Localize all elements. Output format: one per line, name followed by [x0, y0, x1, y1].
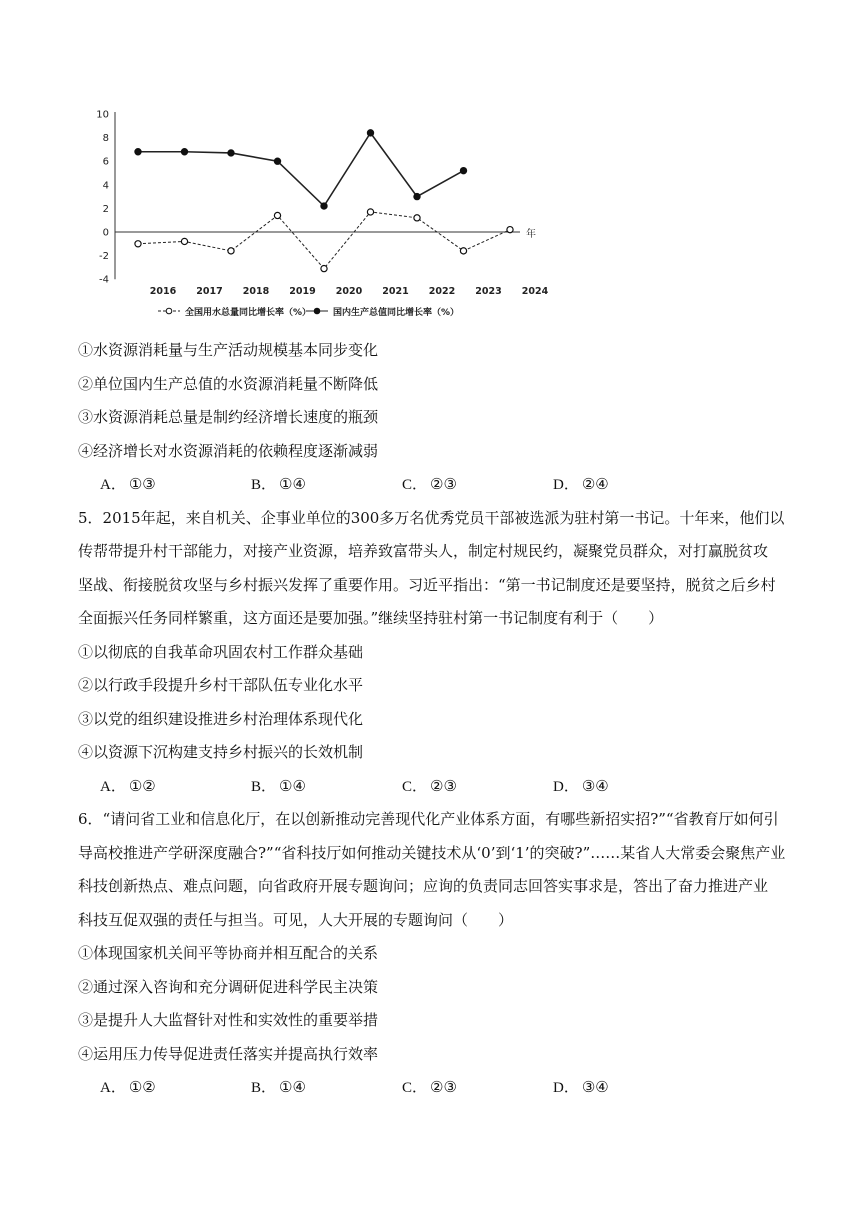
gdp-point: [181, 149, 187, 155]
q4-item: ③水资源消耗总量是制约经济增长速度的瓶颈: [78, 408, 379, 426]
x-tick-label: 2018: [242, 286, 270, 297]
gdp-point: [414, 194, 420, 200]
option-value: ③④: [581, 1078, 609, 1096]
x-tick-label: 2022: [428, 286, 456, 297]
q4-options: [78, 468, 788, 502]
x-tick-label: 2021: [382, 286, 409, 297]
x-axis-label: 年: [526, 229, 536, 240]
option-value: ①③: [128, 475, 156, 493]
q5-stem-line: 传帮带提升村干部能力，对接产业资源，培养致富带头人，制定村规民约，凝聚党员群众，对打赢脱贫攻: [78, 542, 769, 560]
option-value: ②③: [430, 776, 457, 795]
legend-marker: [314, 308, 320, 314]
x-tick-label: 2016: [149, 286, 177, 297]
x-tick-label: 2019: [289, 286, 316, 297]
q4-item: ②单位国内生产总值的水资源消耗量不断降低: [78, 374, 379, 393]
q6-items: [78, 937, 788, 1071]
y-tick-label: -2: [99, 251, 109, 263]
q6-option-b[interactable]: [251, 1071, 402, 1105]
question-content: [78, 334, 788, 1105]
y-tick-label: 4: [102, 180, 109, 192]
q5-item: ③以党的组织建设推进乡村治理体系现代化: [78, 709, 364, 728]
option-key: A．: [100, 778, 126, 795]
gdp-point: [367, 130, 373, 136]
q5-option-c[interactable]: [402, 770, 553, 804]
water-use-point: [135, 241, 141, 247]
y-tick-label: 8: [102, 133, 109, 145]
option-key: B．: [251, 477, 277, 493]
q4-option-d[interactable]: [553, 468, 704, 502]
q6-item: ③是提升人大监督针对性和实效性的重要举措: [78, 1011, 379, 1029]
option-value: ②④: [581, 475, 609, 493]
q6-item: ①体现国家机关间平等协商并相互配合的关系: [78, 944, 379, 962]
y-tick-label: 0: [102, 227, 109, 239]
q6-stem-line: 导高校推进产学研深度融合?”“省科技厅如何推动关键技术从‘0’到‘1’的突破?”……某省人大常委会聚焦产业: [78, 843, 786, 862]
q4-items: [78, 334, 788, 468]
option-value: ①②: [128, 776, 156, 795]
q4-item: ①水资源消耗量与生产活动规模基本同步变化: [78, 341, 379, 359]
growth-rate-chart: [80, 100, 550, 328]
legend-label: 国内生产总值同比增长率（%）: [333, 308, 460, 318]
q5-stem-line: 全面振兴任务同样繁重，这方面还是要加强。”继续坚持驻村第一书记制度有利于（ ）: [78, 609, 664, 627]
q6-stem-line: 科技互促双强的责任与担当。可见，人大开展的专题询问（ ）: [78, 910, 514, 929]
legend-marker: [166, 308, 172, 314]
q5-stem-line: 5．2015年起，来自机关、企事业单位的300多万名优秀党员干部被选派为驻村第一书记。十年来，他们以: [78, 508, 785, 527]
option-key: D．: [553, 778, 579, 795]
option-key: A．: [100, 477, 126, 493]
x-tick-label: 2017: [196, 286, 223, 297]
q5-items: [78, 636, 788, 770]
option-key: A．: [100, 1080, 126, 1096]
y-tick-label: 2: [102, 203, 109, 215]
gdp-point: [228, 150, 234, 156]
water-use-point: [367, 209, 373, 215]
q5-option-a[interactable]: [100, 770, 251, 804]
q5-option-b[interactable]: [251, 770, 402, 804]
q4-option-c[interactable]: [402, 468, 553, 502]
q5-stem: [78, 502, 788, 636]
q6-options: [78, 1071, 788, 1105]
option-value: ①④: [279, 1078, 306, 1096]
q6-option-a[interactable]: [100, 1071, 251, 1105]
gdp-point: [274, 158, 280, 164]
option-value: ③④: [581, 776, 609, 795]
q4-item: ④经济增长对水资源消耗的依赖程度逐渐减弱: [78, 441, 379, 460]
q6-option-d[interactable]: [553, 1071, 704, 1105]
option-value: ①②: [128, 1078, 156, 1096]
legend-label: 全国用水总量同比增长率（%）: [185, 308, 312, 318]
option-key: C．: [402, 778, 428, 795]
option-value: ②③: [430, 1078, 457, 1096]
q4-option-b[interactable]: [251, 468, 402, 502]
q6-item: ②通过深入咨询和充分调研促进科学民主决策: [78, 977, 379, 996]
q6-stem: [78, 803, 788, 937]
water-use-point: [414, 215, 420, 221]
q4-option-a[interactable]: [100, 468, 251, 502]
q5-item: ①以彻底的自我革命巩固农村工作群众基础: [78, 642, 364, 661]
water-use-point: [507, 227, 513, 233]
option-value: ②③: [430, 475, 457, 493]
q6-option-c[interactable]: [402, 1071, 553, 1105]
q6-stem-line: 科技创新热点、难点问题，向省政府开展专题询问；应询的负责同志回答实事求是，答出了奋力推进产业: [78, 877, 769, 895]
q6-item: ④运用压力传导促进责任落实并提高执行效率: [78, 1044, 379, 1063]
water-use-point: [460, 248, 466, 254]
gdp-point: [135, 149, 141, 155]
option-value: ①④: [279, 475, 306, 493]
option-key: C．: [402, 1080, 428, 1096]
q5-stem-line: 坚战、衔接脱贫攻坚与乡村振兴发挥了重要作用。习近平指出：“第一书记制度还是要坚持，脱贫之后乡村: [78, 575, 776, 594]
gdp-point: [321, 203, 327, 209]
q5-option-d[interactable]: [553, 770, 704, 804]
water-use-point: [274, 212, 280, 218]
option-key: C．: [402, 477, 428, 493]
gdp-point: [460, 168, 466, 174]
y-tick-label: -4: [99, 274, 109, 286]
water-use-point: [228, 248, 234, 254]
series-line: [138, 212, 510, 269]
option-key: D．: [553, 1080, 579, 1096]
q5-item: ④以资源下沉构建支持乡村振兴的长效机制: [78, 743, 364, 761]
y-tick-label: 6: [102, 156, 109, 168]
option-key: B．: [251, 1080, 277, 1096]
x-tick-label: 2023: [475, 286, 502, 297]
x-tick-label: 2020: [335, 286, 363, 297]
y-tick-label: 10: [96, 109, 109, 121]
line-chart-svg: [80, 100, 550, 328]
q5-options: [78, 770, 788, 804]
option-value: ①④: [279, 776, 306, 795]
q5-item: ②以行政手段提升乡村干部队伍专业化水平: [78, 676, 364, 694]
water-use-point: [181, 238, 187, 244]
option-key: B．: [251, 778, 277, 795]
option-key: D．: [553, 477, 579, 493]
water-use-point: [321, 265, 327, 271]
x-tick-label: 2024: [521, 286, 549, 297]
q6-stem-line: 6．“请问省工业和信息化厅，在以创新推动完善现代化产业体系方面，有哪些新招实招?”“省教育厅如何引: [78, 810, 779, 828]
